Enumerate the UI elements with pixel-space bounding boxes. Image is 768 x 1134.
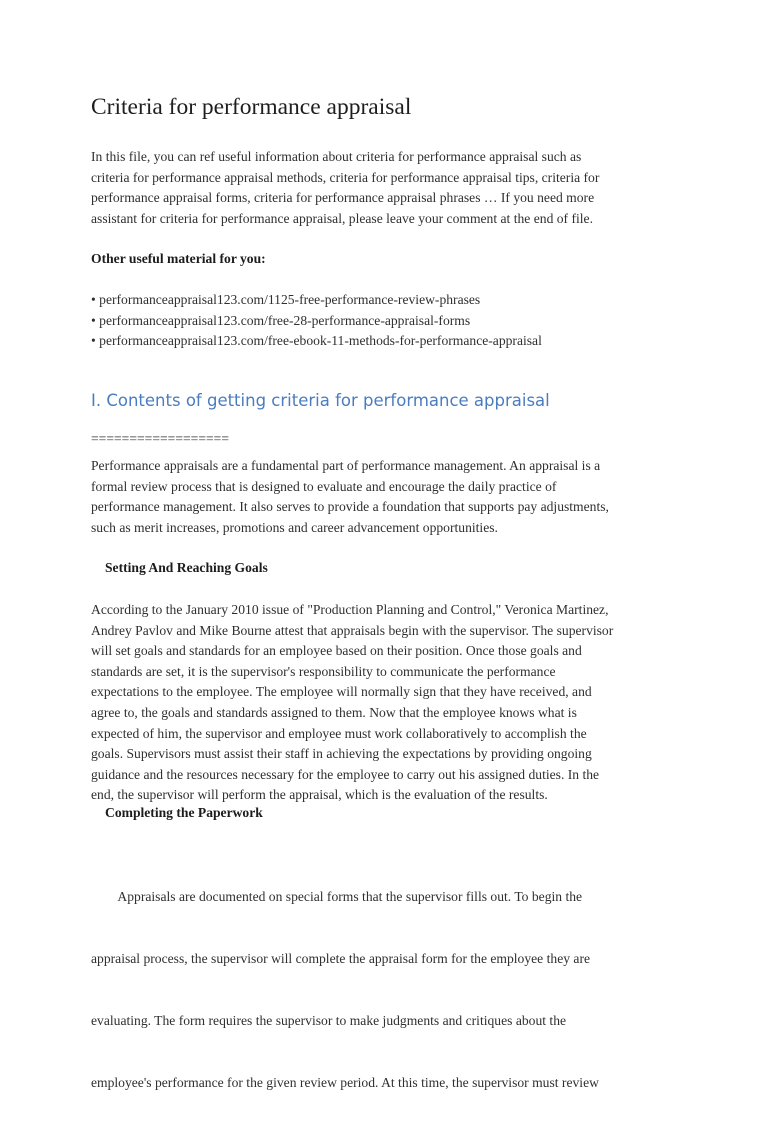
paragraph-line: end, the supervisor will perform the appraisal, which is the evaluation of the results. [91,787,548,803]
paragraph-line: expected of him, the supervisor and employee must work collaboratively to accomplish the [91,725,587,741]
link-item[interactable]: • performanceappraisal123.com/1125-free-performance-review-phrases [91,292,481,307]
link-item[interactable]: • performanceappraisal123.com/free-28-performance-appraisal-forms [91,312,471,328]
paragraph-line: goals. Supervisors must assist their staff in achieving the expectations by providing ongoing [91,746,592,762]
paragraph-goals [91,600,681,806]
subheading-paperwork: Completing the Paperwork [105,805,263,820]
paragraph-line: guidance and the resources necessary for the employee to carry out his assigned duties. In the [91,766,600,782]
paragraph-line: agree to, the goals and standards assigned to them. Now that the employee knows what is [91,704,577,720]
paragraph-line: employee's performance for the given review period. At this time, the supervisor must review [91,1074,599,1090]
paragraph-line: standards are set, it is the supervisor's responsibility to communicate the performance [91,663,556,679]
separator-line: ================== [91,431,229,446]
intro-line: In this file, you can ref useful information about criteria for performance appraisal such as [91,149,582,164]
section-heading: I. Contents of getting criteria for performance appraisal [91,391,550,410]
paragraph-line: appraisal process, the supervisor will complete the appraisal form for the employee they are [91,950,591,966]
paragraph-line: Appraisals are documented on special forms that the supervisor fills out. To begin the [91,889,583,905]
link-item[interactable]: • performanceappraisal123.com/free-ebook-11-methods-for-performance-appraisal [91,333,542,349]
intro-paragraph [91,147,681,229]
subheading-setting-goals: Setting And Reaching Goals [105,560,268,575]
paragraph-line: performance management. It also serves to provide a foundation that supports pay adjustments, [91,499,609,515]
paragraph-line: expectations to the employee. The employee will normally sign that they have received, and [91,684,592,700]
paragraph-line: evaluating. The form requires the supervisor to make judgments and critiques about the [91,1012,567,1028]
paragraph-line: formal review process that is designed to evaluate and encourage the daily practice of [91,478,557,494]
document-title: Criteria for performance appraisal [91,94,412,120]
paragraph-intro-appraisal [91,456,681,538]
paragraph-line: Andrey Pavlov and Mike Bourne attest that appraisals begin with the supervisor. The supervisor [91,622,614,638]
material-heading: Other useful material for you: [91,251,266,266]
paragraph-line: such as merit increases, promotions and career advancement opportunities. [91,519,498,535]
intro-line: assistant for criteria for performance appraisal, please leave your comment at the end of file. [91,210,593,226]
paragraph-line: Performance appraisals are a fundamental part of performance management. An appraisal is a [91,458,601,473]
intro-line: performance appraisal forms, criteria for performance appraisal phrases … If you need more [91,190,595,206]
paragraph-line: will set goals and standards for an employee based on their position. Once those goals and [91,643,582,659]
paragraph-line: According to the January 2010 issue of "Production Planning and Control," Veronica Martinez, [91,602,609,617]
intro-line: criteria for performance appraisal methods, criteria for performance appraisal tips, criteria for [91,169,600,185]
links-list [91,290,542,352]
paragraph-paperwork [91,846,681,1134]
